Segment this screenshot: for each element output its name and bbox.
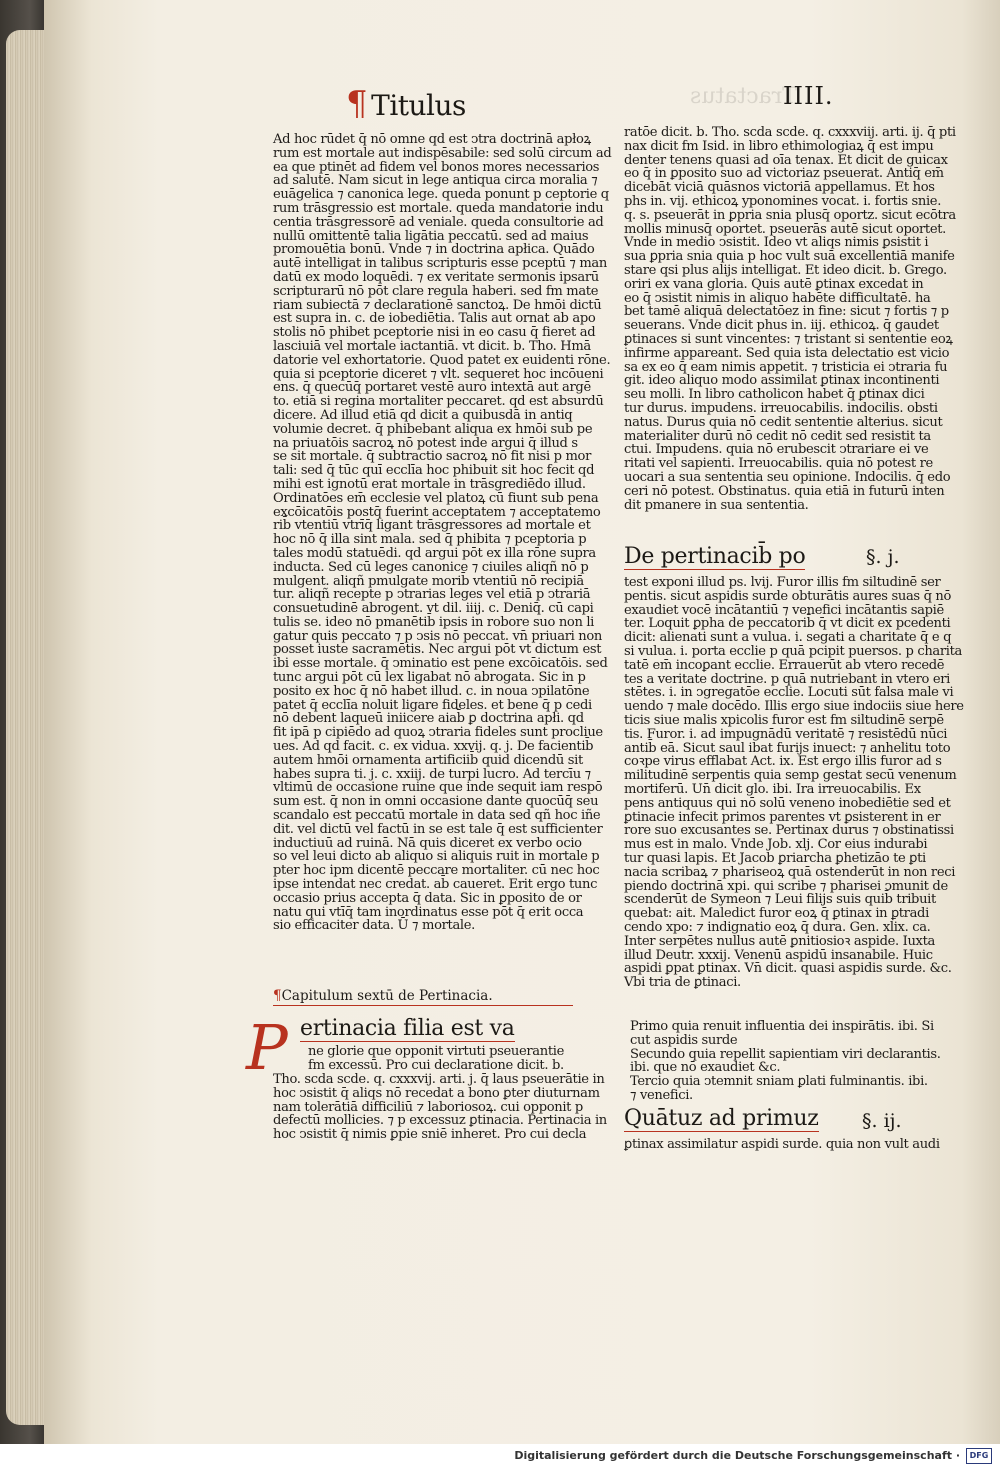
text-line: uendo ⁊ male docēdo. Illis ergo siue indociis siue here <box>624 699 964 715</box>
text-line: git. ideo aliquo modo assimilat ꝑtinax incontinenti <box>624 373 940 389</box>
text-line: uocari a sua sententia seu opinione. Indocilis. q̄ edo <box>624 469 951 485</box>
text-line: scandalo est peccatū mortale in data sed qñ hoc iñe <box>273 808 601 824</box>
text-line: exaudiet vocē incātantiū ⁊ venefici incātantis sapiē <box>624 602 944 618</box>
text-line: euāgelica ⁊ canonica lege. queda ponunt p ceptorie q <box>273 187 609 203</box>
text-line: ctui. Impudens. quia nō erubescit ↄtrariare ei ve <box>624 442 929 458</box>
text-line: ratōe dicit. b. Tho. scda scde. q. cxxxviij. arti. ij. q̄ pti <box>624 125 956 140</box>
text-line: rib̄ vtentiū vtrīq̄ ligant trāsgressores ad mortale et <box>273 518 591 534</box>
chapter-heading-text: Capitulum sextū de Pertinacia. <box>281 988 493 1004</box>
text-line: ꝑtinacie infecit primos parentes vt ꝑsisterent in er <box>624 809 941 825</box>
text-line: stare qsi plus alijs intelligat. Et ideo dicit. b. Grego. <box>624 262 947 278</box>
text-line: inductiuū ad ruinā. Nā quis diceret ex verbo ocio <box>273 835 582 851</box>
text-line: mus est in malo. Vnde Job. xlj. Cor eius indurabi <box>624 837 928 853</box>
text-line: occasio prius accepta q̄ data. Sic in ꝑposito de or <box>273 890 582 906</box>
right-column-bottom <box>624 1137 940 1152</box>
text-line: autem hmōi ornamenta artificiib̄ quid dicendū sit <box>273 752 583 768</box>
text-line: stolis nō phibet pceptorie nisi in eo casu q̄ fieret ad <box>273 325 596 341</box>
text-line: ceri nō potest. Obstinatus. quia etiā in futurū inten <box>624 483 945 499</box>
text-line: volumie decret. q̄ phibebant aliqua ex hmōi sub pe <box>273 421 593 437</box>
text-line: tulis se. ideo nō pmanētib̄ ipsis in robore suo non li <box>273 614 595 630</box>
text-line: inducta. Sed cū leges canonice ⁊ ciuiles aliqñ nō p <box>273 559 589 575</box>
text-line: Tercio quia ↄtemnit sniam ꝑlati fulminantis. ibi. <box>630 1074 928 1090</box>
text-line: Secundo quia repellit sapientiam viri declarantis. <box>630 1046 941 1062</box>
text-line: Vbi tria de ꝑtinaci. <box>624 975 741 991</box>
text-line: ter. Loquit ꝑpha de peccatorib̄ q̄ vt dicit ex pcedenti <box>624 616 951 632</box>
text-line: tes a veritate doctrine. p quā nutriebant in vtero eri <box>624 671 950 687</box>
text-line: dit pmanere in sua sententia. <box>624 497 809 513</box>
text-line: ne glorie que opponit virtuti pseuerantie <box>308 1044 564 1059</box>
text-line: sio efficaciter data. Ū ⁊ mortale. <box>273 918 475 934</box>
text-line: posset iuste sacramētis. Nec argui pōt vt dictum est <box>273 642 602 658</box>
text-line: Ordinatōes em̄ ecclesie vel platoꝝ cū fiunt sub pena <box>273 490 599 506</box>
text-line: dicere. Ad illud etiā qd dicit a quibusdā in antiq <box>273 407 573 423</box>
text-line: nam tolerātiā difficiliū ⁊ laboriosoꝝ. cui opponit p <box>273 1099 583 1115</box>
text-line: tur. aliqñ recepte p ↄtrarias leges vel etiā p ↄtrariā <box>273 587 591 603</box>
text-line: est supra in. c. de iobediētia. Talis aut ornat ab apo <box>273 311 596 327</box>
chapter-incipit: ertinacia filia est va <box>300 1016 515 1041</box>
text-line: sum est. q̄ non in omni occasione dante quocūq̄ seu <box>273 794 599 810</box>
text-line: Vnde in medio ↄsistit. Ideo vt aliqs nimis ꝑsistit i <box>624 235 929 251</box>
text-line: hoc ↄsistit q̄ nimis ꝑpie sniē inheret. Pro cui decla <box>273 1127 587 1143</box>
text-line: lasciuiā vel mortale iactantiā. vt dicit. b. Tho. Hmā <box>273 338 591 354</box>
text-line: piendo doctrinā xpi. qui scribe ⁊ pharisei ↄmunit de <box>624 878 948 894</box>
text-line: tis. Furor. i. ad impugnādū veritatē ⁊ resistēdū nūci <box>624 726 948 742</box>
chapter-heading <box>273 988 573 1006</box>
text-line: ea que ptinēt ad fidem vel bonos mores necessarios <box>273 159 600 175</box>
text-line: antib̄ eā. Sicut saul ibat furijs inuect: ⁊ anhelitu toto <box>624 740 951 756</box>
text-line: consuetudinē abrogent. vt dil. iiij. c. Deniq̄. cū capi <box>273 601 594 617</box>
running-title <box>346 84 466 124</box>
text-line: ues. Ad qd facit. c. ex vidua. xxvij. q. j. De facientib̄ <box>273 739 594 755</box>
text-line: ens. q̄ quecūq̄ portaret vestē auro intextā aut argē <box>273 380 591 396</box>
text-line: tur quasi lapis. Et Jacob ꝑriarcha ꝑhetizāo te ꝑti <box>624 850 926 866</box>
text-line: coꝛpe virus efflabat Act. ix. Est ergo illis furor ad s <box>624 754 942 770</box>
text-line: pter hoc ipm dicentē peccare mortaliter. cū nec hoc <box>273 863 600 879</box>
text-line: pentis. sicut aspidis surde obturātis aures suas q̄ nō <box>624 588 952 604</box>
text-line: se sit mortale. q̄ subtractio sacroꝝ nō fit nisi p mor <box>273 449 591 465</box>
section-heading-pertinacibus: De pertinacib̄ po <box>624 544 806 569</box>
text-line: seu molli. In libro catholicon habet q̄ ꝑtinax dici <box>624 387 925 403</box>
text-line: sa ex eo q̄ eam nimis appetit. ⁊ tristicia ei ↄtraria fu <box>624 359 948 375</box>
text-line: habes supra ti. j. c. xxiij. de turpi lucro. Ad tercīu ⁊ <box>273 766 591 782</box>
text-line: mollis minusq̄ oportet. pseuerās autē sicut oportet. <box>624 221 946 237</box>
text-line: nacia scribaꝝ ⁊ phariseoꝝ quā ostenderūt in non reci <box>624 864 956 880</box>
text-line: posito ex hoc q̄ nō habet illud. c. in noua ↄpilatōne <box>273 683 590 699</box>
text-line: ꝑtinaces si sunt vincentes: ⁊ tristant si sententie eoꝝ <box>624 331 953 347</box>
left-column <box>273 132 612 934</box>
text-line: dicit: alienati sunt a vulua. i. segati a charitate q̄ e q <box>624 630 952 646</box>
text-line: dit. vel dictū vel factū in se est tale q̄ est sufficienter <box>273 821 603 837</box>
text-line: Tho. scda scde. q. cxxxvij. arti. j. q̄ laus pseuerātie in <box>273 1072 605 1087</box>
text-line: hoc ↄsistit q̄ aliqs nō recedat a bono ꝑter diuturnam <box>273 1085 600 1101</box>
chapter-text <box>273 1072 607 1143</box>
right-column-points <box>630 1019 941 1103</box>
text-line: rum trāsgressio est mortale. queda mandatorie indu <box>273 200 604 216</box>
text-line: nullū omittentē talia ligātia peccatū. sed ad maius <box>273 228 589 244</box>
text-line: datū ex modo loquēdi. ⁊ ex veritate sermonis ipsarū <box>273 269 599 285</box>
text-line: materialiter durū nō cedit nō cedit sed resistit ta <box>624 428 931 444</box>
folio-number: IIII. <box>783 82 834 110</box>
text-line: autē intelligat in talibus scripturis esse pceptū ⁊ man <box>273 256 607 272</box>
footer-credit: Digitalisierung gefördert durch die Deutsche Forschungsgemeinschaft · <box>514 1449 960 1462</box>
running-title-text: Titulus <box>371 89 466 122</box>
text-line: ritati vel sapienti. Irreuocabilis. quia nō potest re <box>624 456 933 472</box>
text-line: natu qui vtīq̄ tam inordinatus esse pōt q̄ erit occa <box>273 904 584 920</box>
text-line: patet q̄ ecclīa noluit ligare fideles. et bene q̄ p cedi <box>273 697 592 713</box>
text-line: Primo quia renuit influentia dei inspirātis. ibi. Si <box>630 1019 934 1034</box>
text-line: quia si pceptorie diceret ⁊ vlt. sequeret hoc incōueni <box>273 366 604 382</box>
drop-capital: P <box>246 1011 288 1084</box>
text-line: excōicatōis postq̄ fuerint acceptatem ⁊ acceptatemo <box>273 504 601 520</box>
text-line: seuerans. Vnde dicit phus in. iij. ethicoꝝ. q̄ gaudet <box>624 318 939 334</box>
text-line: riam subiectā ⁊ declarationē sanctoꝝ. De hmōi dictū <box>273 297 602 313</box>
text-line: rore suo excusantes se. Pertinax durus ⁊ obstinatissi <box>624 823 954 839</box>
text-line: infirme appareant. Sed quia ista delectatio est vicio <box>624 345 950 361</box>
pilcrow-icon: ¶ <box>346 84 368 124</box>
text-line: ticis siue malis xpicolis furor est fm siltudinē serpē <box>624 712 944 728</box>
text-line: tali: sed q̄ tūc quī ecclīa hoc phibuit sit hoc fecit qd <box>273 463 595 479</box>
text-line: mortiferū. Un̄ dicit glo. ibi. Ira irreuocabilis. Ex <box>624 781 921 797</box>
show-through-text: Tractatus <box>690 84 797 109</box>
text-line: nō debent laqueū iniicere aiab̄ ꝑ doctrina apłi. qd <box>273 711 584 727</box>
text-line: q. s. pseuerāt in ꝑpria snia plusq̄ oportz. sicut ecōtra <box>624 207 956 223</box>
text-line: aspidi ꝑpat ꝑtinax. Vn̄ dicit. quasi aspidis surde. &c. <box>624 961 952 977</box>
text-line: dicebāt viciā quāsnos victoriā appellamus. Et hos <box>624 180 935 196</box>
text-line: scenderūt de Symeon ⁊ Leui filijs suis quib̄ tribuit <box>624 892 936 908</box>
pilcrow-icon: ¶ <box>273 988 282 1004</box>
text-line: cut aspidis surde <box>630 1032 738 1048</box>
text-line: ꝑtinax assimilatur aspidi surde. quia non vult audi <box>624 1137 940 1152</box>
text-line: militudinē serpentis quia semp gestat secū venenum <box>624 768 957 784</box>
text-line: so vel leui dicto ab aliquo si aliquis ruit in mortale p <box>273 849 600 865</box>
text-line: phs in. vij. ethicoꝝ yponomines vocat. i. fortis snie. <box>624 193 942 209</box>
text-line: mulgent. aliqñ pmulgate morib̄ vtentiū nō recipiā <box>273 573 584 589</box>
text-line: hoc nō q̄ illa sint mala. sed q̄ phibita ⁊ pceptoria p <box>273 532 587 548</box>
text-line: to. etiā si regina mortaliter peccaret. qd est absurdū <box>273 394 604 410</box>
text-line: eo q̄ ↄsistit nimis in aliquo habēte difficultatē. ha <box>624 290 931 306</box>
section-mark-1: §. j. <box>866 546 900 568</box>
text-line: quebat: ait. Maledict furor eoꝝ q̄ ꝑtinax in ꝑtradi <box>624 906 929 922</box>
text-line: Ad hoc rūdet q̄ nō omne qd est ↄtra doctrinā apłoꝝ <box>273 132 591 147</box>
lines-beside-capital <box>308 1045 578 1073</box>
section-heading-primum: Quātuz ad primuz <box>624 1106 819 1131</box>
text-line: gatur quis peccato ⁊ p ↄsis nō peccat. vn̄ priuari non <box>273 628 602 644</box>
text-line: vltimū de occasione ruine que inde sequit iam respō <box>273 780 603 796</box>
text-line: ⁊ venefici. <box>630 1087 693 1103</box>
text-line: nax dicit fm Isid. in libro ethimologiaꝝ q̄ est impu <box>624 138 934 154</box>
text-line: denter tenens quasi ad oīa tenax. Et dicit de guicax <box>624 152 948 168</box>
text-line: illud Deutr. xxxij. Venenū aspidū insanabile. Huic <box>624 947 933 963</box>
text-line: bet tamē aliquā delectatōez in fine: sicut ⁊ fortis ⁊ p <box>624 304 949 320</box>
text-line: tur durus. impudens. irreuocabilis. indocilis. obsti <box>624 400 938 416</box>
text-line: fm excessū. Pro cui declaratione dicit. b. <box>308 1057 564 1073</box>
text-line: test exponi illud ps. lvij. Furor illis fm siltudinē ser <box>624 575 941 590</box>
text-line: cendo xpo: ⁊ indignatio eoꝝ q̄ dura. Gen. xlix. ca. <box>624 919 931 935</box>
text-line: stētes. i. in ↄgregatōe ecclie. Locuti sūt falsa male vi <box>624 685 954 701</box>
text-line: datorie vel exhortatorie. Quod patet ex euidenti rōne. <box>273 352 611 368</box>
text-line: rum est mortale aut indispēsabile: sed solū circum ad <box>273 145 612 161</box>
text-line: mihi est ignotū erat mortale in trāsgrediēdo illud. <box>273 476 586 492</box>
text-line: Inter serpētes nullus autē ꝑnitiosioꝛ aspide. Iuxta <box>624 933 935 949</box>
right-column-top <box>624 125 956 513</box>
text-line: tunc argui pōt cū lex ligabat nō abrogata. Sic in p <box>273 670 586 686</box>
text-line: scripturarū nō pōt clare regula haberi. sed fm mate <box>273 283 599 299</box>
text-line: promouētia bonū. Vnde ⁊ in doctrina apłica. Quādo <box>273 242 595 258</box>
dfg-logo-icon: DFG <box>966 1448 992 1464</box>
text-line: tatē em̄ incoꝑant ecclie. Errauerūt ab vtero recedē <box>624 657 945 673</box>
text-line: fit ipā p cipiēdo ad quoꝝ ↄtraria fideles sunt procliue <box>273 725 603 741</box>
text-line: ibi esse mortale. q̄ ↄminatio est pene excōicatōis. sed <box>273 656 608 672</box>
text-line: tales modū statuēdi. qd argui pōt ex illa rōne supra <box>273 545 596 561</box>
section-mark-2: §. ij. <box>862 1110 902 1132</box>
text-line: sua ꝑpria snia quia p hoc vult suā excellentiā manife <box>624 249 955 265</box>
text-line: centia trāsgressorē ad veniale. queda consultorie ad <box>273 214 604 230</box>
text-line: na priuatōis sacroꝝ nō potest inde argui q̄ illud s <box>273 435 578 451</box>
text-line: oriri ex vana gloria. Quis autē ꝑtinax excedat in <box>624 276 924 292</box>
text-line: eo q̄ in ꝑposito suo ad victoriaz pseuerat. Antiq̄ em̄ <box>624 166 944 182</box>
text-line: ipse intendat nec credat. ab̄ caueret. Erit ergo tunc <box>273 877 598 893</box>
text-line: natus. Durus quia nō cedit sententie alterius. sicut <box>624 414 943 430</box>
text-line: ad salutē. Nam sicut in lege antiqua circa moralia ⁊ <box>273 173 598 189</box>
text-line: si vulua. i. porta ecclie p quā pcipit puersos. p charita <box>624 643 962 659</box>
text-line: defectū mollicies. ⁊ p excessuz ꝑtinacia. Pertinacia in <box>273 1113 607 1129</box>
right-column-middle <box>624 575 964 991</box>
text-line: pens antiquus qui nō solū veneno inobediētie sed et <box>624 795 951 811</box>
text-line: ibi. que nō exaudiet &c. <box>630 1060 781 1076</box>
